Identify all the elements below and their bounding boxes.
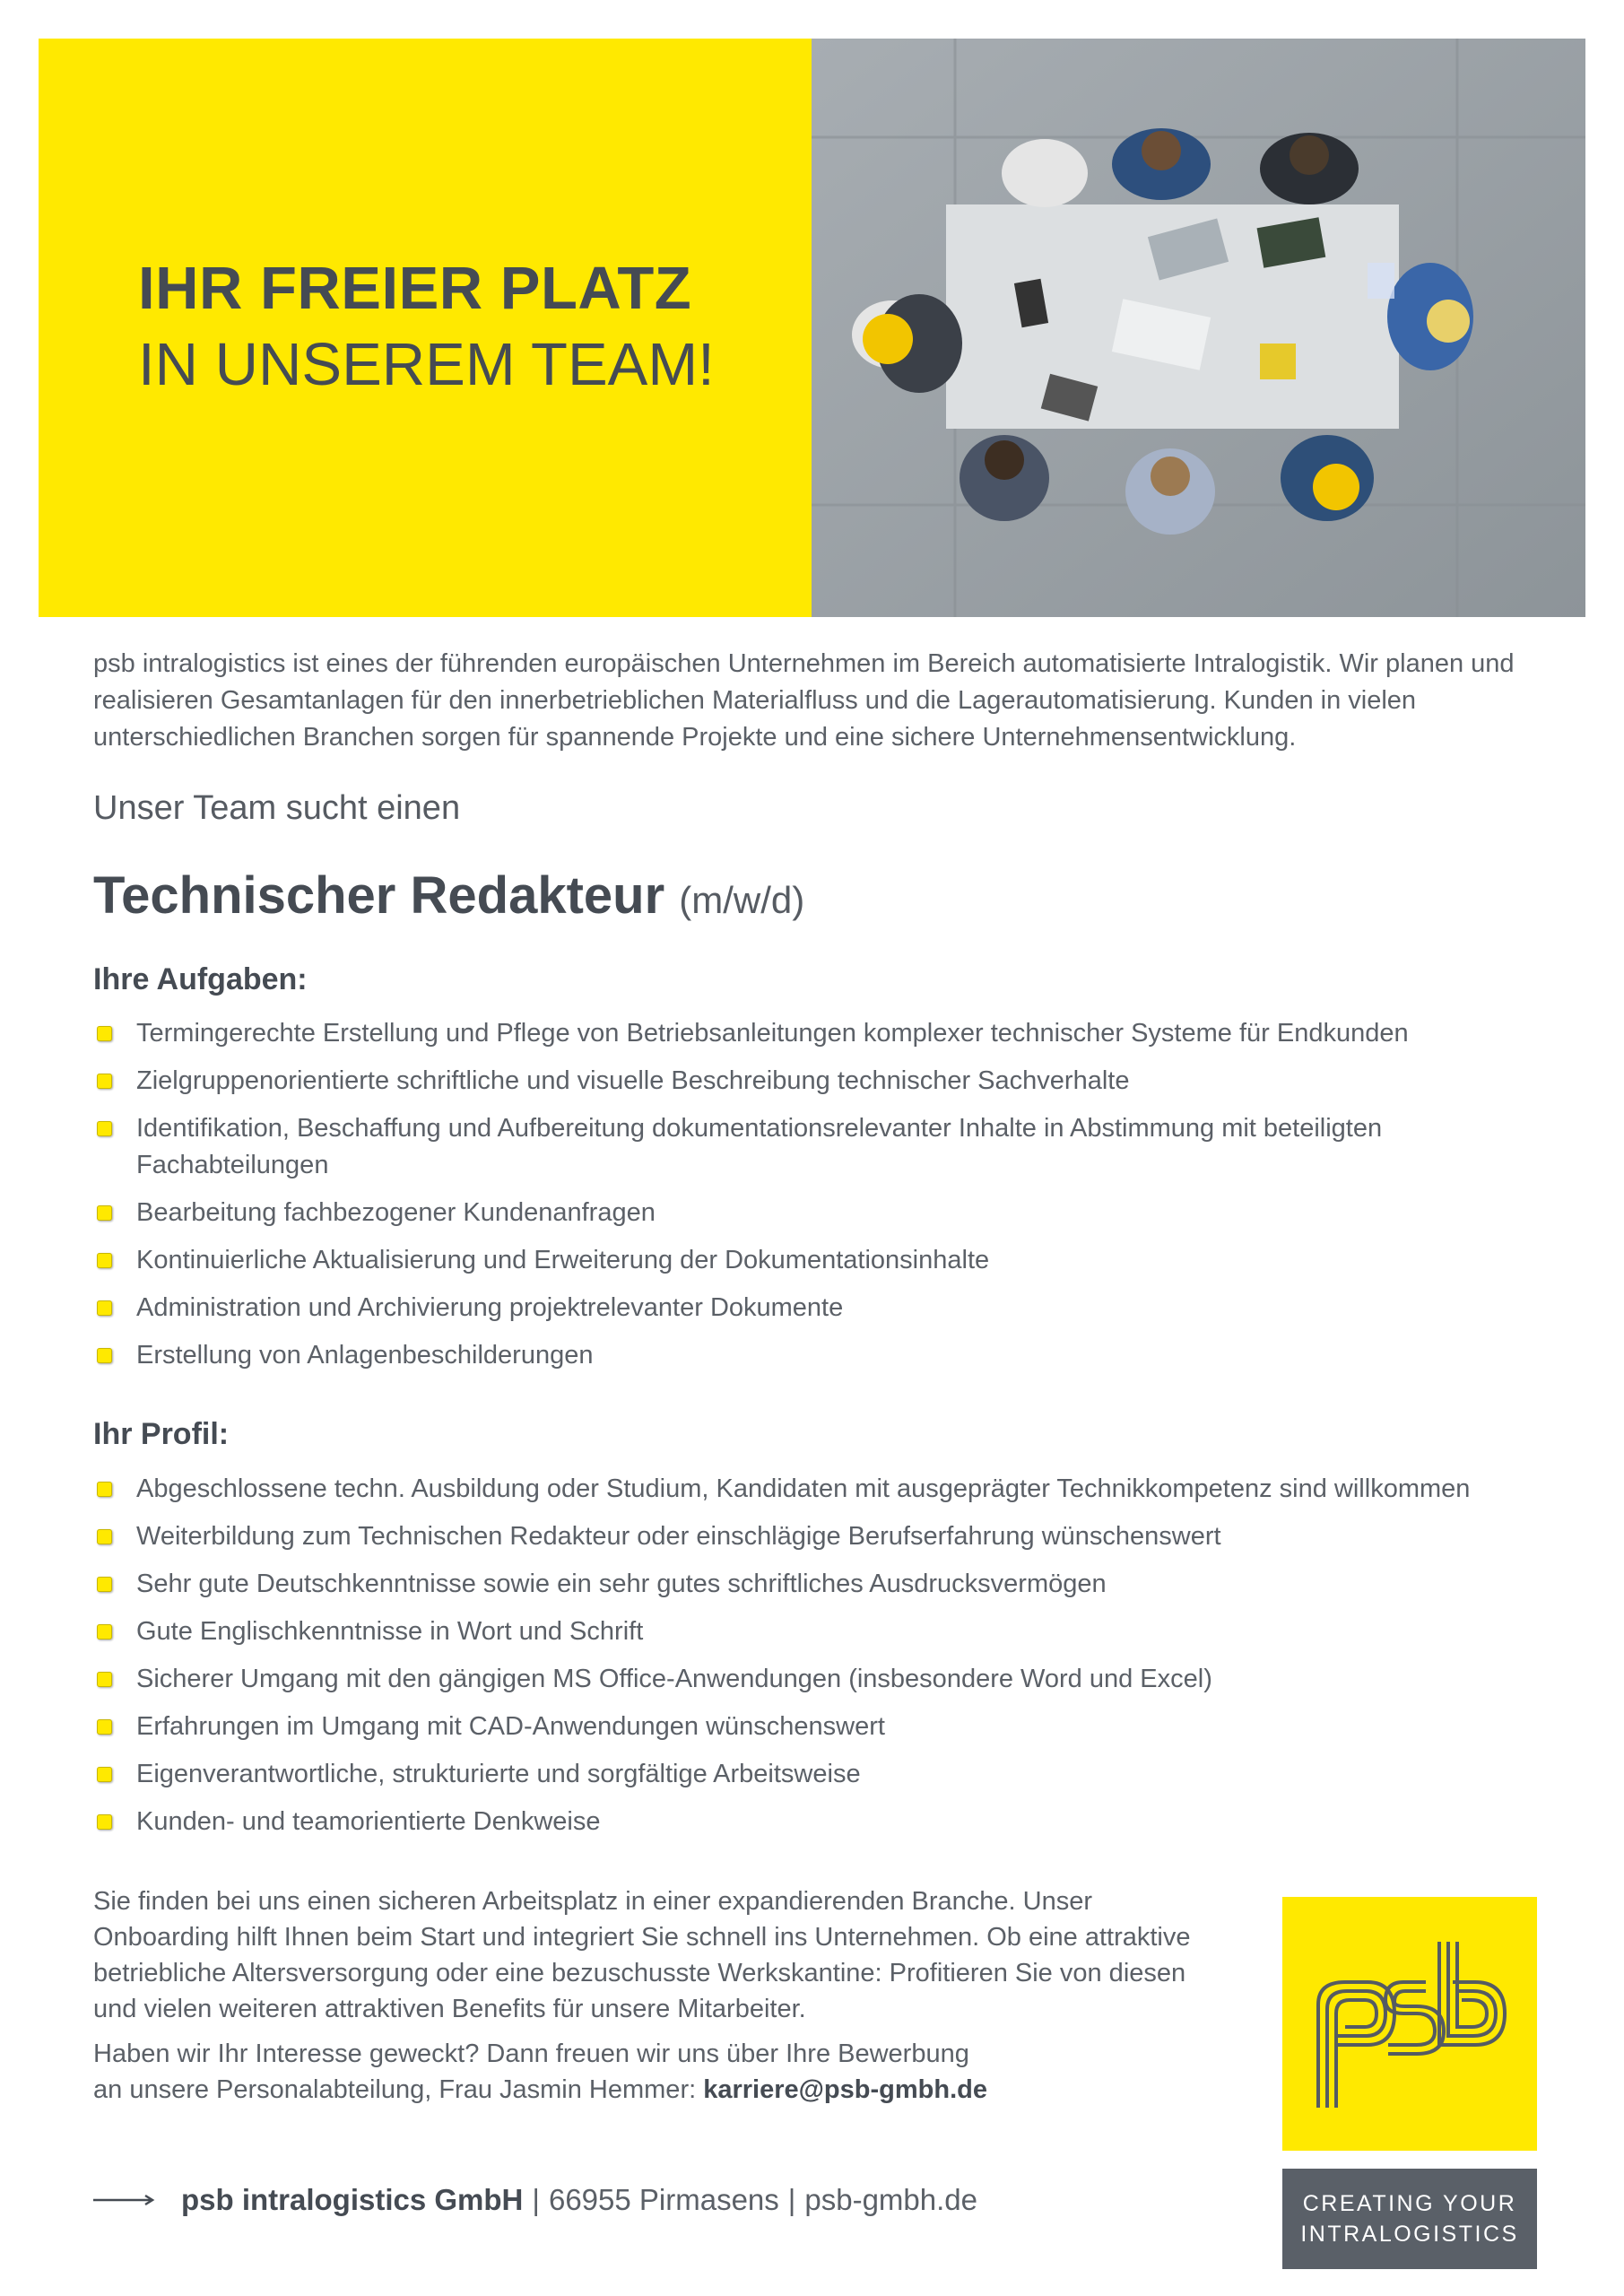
arrow-right-icon	[93, 2193, 156, 2207]
benefits-text: Sie finden bei uns einen sicheren Arbeitsplatz in einer expandierenden Branche. Unser Onboarding hilft Ihnen beim Start und integriert Sie schnell ins Unternehmen. Ob eine attraktive betriebliche Altersversorgung oder eine bezuschusste Werkskantine: Profitieren Sie von diesen und vielen weiteren attraktiven Benefits für unsere Mitarbeiter.	[93, 1887, 1191, 2023]
task-text: Kontinuierliche Aktualisierung und Erweiterung der Dokumentationsinhalte	[136, 1246, 990, 1274]
list-item	[93, 1804, 1564, 1840]
slogan-line-1: CREATING YOUR	[1302, 2191, 1517, 2216]
task-text: Bearbeitung fachbezogener Kundenanfragen	[136, 1198, 656, 1227]
list-item	[93, 1015, 1564, 1052]
list-item	[93, 1195, 1564, 1231]
contact-line-1: Haben wir Ihr Interesse geweckt? Dann freuen wir uns über Ihre Bewerbung	[93, 2039, 969, 2068]
list-item	[93, 1709, 1564, 1745]
team-photo	[812, 39, 1585, 617]
list-item	[93, 1242, 1564, 1279]
task-text: Administration und Archivierung projektrelevanter Dokumente	[136, 1293, 844, 1322]
profile-text: Kunden- und teamorientierte Denkweise	[136, 1807, 601, 1836]
list-item	[93, 1756, 1564, 1793]
footer: psb intralogistics GmbH | 66955 Pirmasens | psb-gmbh.de	[93, 2183, 977, 2217]
psb-logo-icon	[1282, 1897, 1537, 2151]
bullet-icon	[97, 1205, 112, 1221]
list-item	[93, 1613, 1564, 1650]
contact-paragraph	[93, 2036, 1223, 2108]
hero-yellow-panel	[39, 39, 812, 617]
headline	[138, 253, 715, 405]
bullet-icon	[97, 1482, 112, 1497]
list-item	[93, 1471, 1564, 1508]
list-item	[93, 1290, 1564, 1326]
company-intro: psb intralogistics ist eines der führenden europäischen Unternehmen im Bereich automatisierte Intralogistik. Wir planen und realisieren Gesamtanlagen für den innerbetrieblichen Materialfluss und die Lagerautomatisierung. Kunden in vielen unterschiedlichen Branchen sorgen für spannende Projekte und eine sichere Unternehmensentwicklung.	[93, 649, 1515, 752]
job-title	[93, 865, 804, 926]
task-text: Identifikation, Beschaffung und Aufbereitung dokumentationsrelevanter Inhalte in Abstimmung mit beteiligten Fachabteilungen	[136, 1114, 1383, 1179]
bullet-icon	[97, 1577, 112, 1592]
bullet-icon	[97, 1074, 112, 1089]
bullet-icon	[97, 1121, 112, 1136]
job-title-gender: (m/w/d)	[679, 879, 805, 921]
headline-bold: IHR FREIER PLATZ	[138, 255, 692, 322]
profile-text: Erfahrungen im Umgang mit CAD-Anwendungen wünschenswert	[136, 1712, 885, 1741]
profile-list	[93, 1471, 1564, 1851]
task-text: Termingerechte Erstellung und Pflege von Betriebsanleitungen komplexer technischer Systeme für Endkunden	[136, 1019, 1409, 1048]
slogan-box	[1282, 2169, 1537, 2269]
footer-city: 66955 Pirmasens	[548, 2183, 779, 2216]
bullet-icon	[97, 1719, 112, 1735]
task-text: Erstellung von Anlagenbeschilderungen	[136, 1341, 594, 1370]
profile-text: Sehr gute Deutschkenntnisse sowie ein sehr gutes schriftliches Ausdrucksvermögen	[136, 1570, 1107, 1598]
profile-text: Gute Englischkenntnisse in Wort und Schrift	[136, 1617, 644, 1646]
psb-logo	[1282, 1897, 1537, 2151]
list-item	[93, 1110, 1564, 1184]
bullet-icon	[97, 1767, 112, 1782]
profile-text: Abgeschlossene techn. Ausbildung oder Studium, Kandidaten mit ausgeprägter Technikkompetenz sind willkommen	[136, 1474, 1471, 1503]
bullet-icon	[97, 1348, 112, 1363]
job-title-main: Technischer Redakteur	[93, 866, 665, 925]
bullet-icon	[97, 1026, 112, 1041]
tasks-list	[93, 1015, 1564, 1385]
bullet-icon	[97, 1672, 112, 1687]
team-search-text: Unser Team sucht einen	[93, 789, 461, 827]
bullet-icon	[97, 1624, 112, 1639]
bullet-icon	[97, 1300, 112, 1316]
bullet-icon	[97, 1814, 112, 1830]
list-item	[93, 1518, 1564, 1555]
footer-company: psb intralogistics GmbH	[181, 2183, 524, 2216]
hero-banner	[39, 39, 1585, 617]
contact-line-2: an unsere Personalabteilung, Frau Jasmin Hemmer:	[93, 2075, 704, 2104]
profile-text: Sicherer Umgang mit den gängigen MS Office-Anwendungen (insbesondere Word und Excel)	[136, 1665, 1212, 1693]
tasks-heading: Ihre Aufgaben:	[93, 962, 308, 996]
bullet-icon	[97, 1253, 112, 1268]
list-item	[93, 1337, 1564, 1374]
headline-light: IN UNSEREM TEAM!	[138, 331, 715, 398]
task-text: Zielgruppenorientierte schriftliche und visuelle Beschreibung technischer Sachverhalte	[136, 1066, 1130, 1095]
outro	[93, 1883, 1223, 2117]
profile-heading: Ihr Profil:	[93, 1417, 230, 1451]
profile-text: Eigenverantwortliche, strukturierte und sorgfältige Arbeitsweise	[136, 1760, 861, 1788]
list-item	[93, 1063, 1564, 1100]
bullet-icon	[97, 1529, 112, 1544]
footer-website[interactable]: psb-gmbh.de	[804, 2183, 977, 2216]
list-item	[93, 1566, 1564, 1603]
list-item	[93, 1661, 1564, 1698]
profile-text: Weiterbildung zum Technischen Redakteur oder einschlägige Berufserfahrung wünschenswert	[136, 1522, 1221, 1551]
slogan-line-2: INTRALOGISTICS	[1300, 2222, 1519, 2247]
email-link[interactable]: karriere@psb-gmbh.de	[703, 2075, 987, 2104]
team-photo-illustration	[812, 39, 1585, 617]
